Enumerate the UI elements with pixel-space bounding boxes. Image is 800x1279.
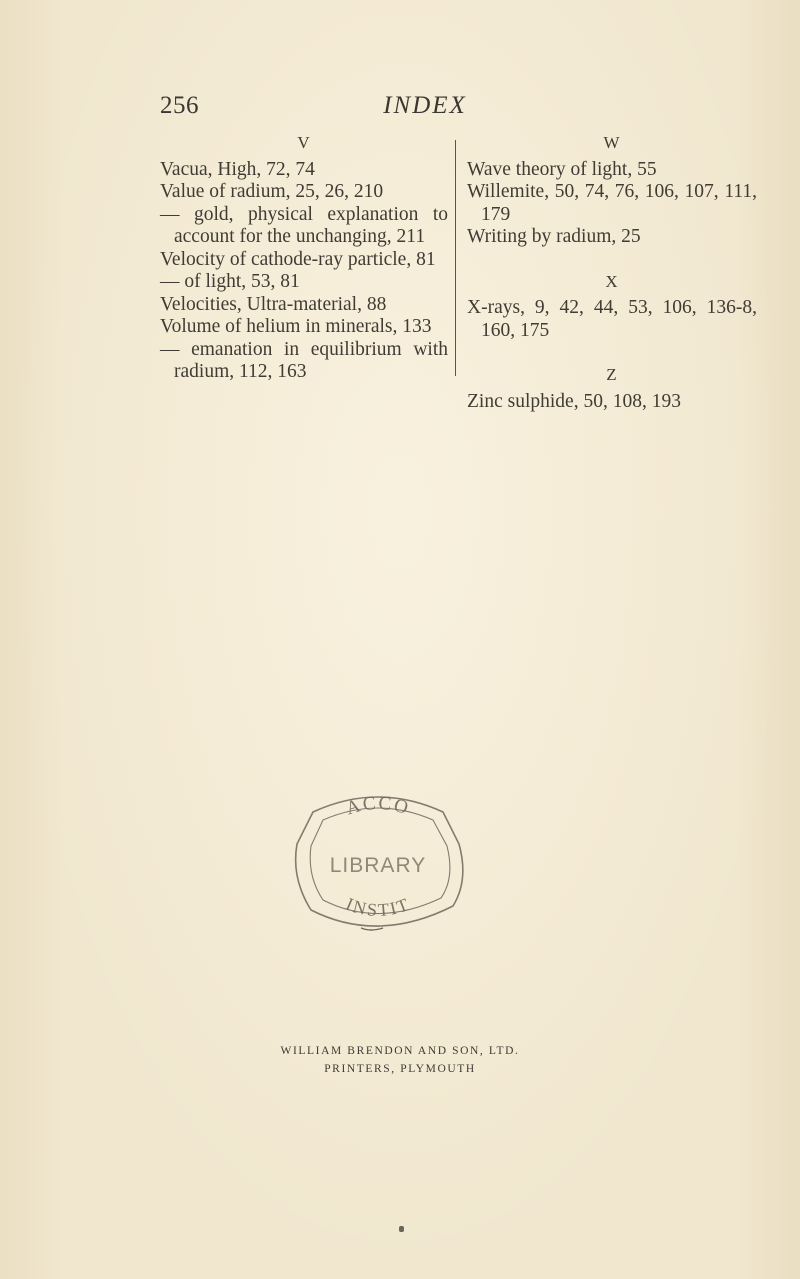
printer-imprint-line2: PRINTERS, PLYMOUTH [324, 1063, 476, 1075]
index-entry: — emanation in equilibrium with radium, 112, 163 [160, 338, 448, 382]
running-head [160, 92, 690, 122]
section-letter-z: Z [606, 365, 618, 384]
library-stamp [283, 782, 473, 942]
index-entry: Zinc sulphide, 50, 108, 193 [467, 390, 681, 412]
index-entry: Velocities, Ultra-material, 88 [160, 293, 387, 315]
index-entry: Volume of helium in minerals, 133 [160, 316, 432, 337]
section-letter-x: X [605, 271, 619, 291]
ink-speck [399, 1226, 404, 1232]
column-divider [455, 140, 456, 376]
section-letter-w: W [603, 133, 621, 152]
index-entry: Wave theory of light, 55 [467, 158, 657, 180]
index-entry: Velocity of cathode-ray particle, 81 [160, 248, 436, 270]
index-column-right [467, 130, 757, 413]
index-entry: — gold, physical explanation to account for the unchanging, 211 [160, 203, 448, 247]
index-entry: Willemite, 50, 74, 76, 106, 107, 111, 179 [467, 181, 757, 225]
index-entry: Vacua, High, 72, 74 [160, 158, 315, 180]
index-entry: Writing by radium, 25 [467, 226, 641, 247]
index-column-left [160, 130, 448, 384]
stamp-text-bottom: INSTIT [342, 893, 414, 921]
index-entry: — of light, 53, 81 [160, 271, 300, 292]
stamp-text-top: ACCO [343, 792, 413, 820]
index-entry: Value of radium, 25, 26, 210 [160, 181, 384, 202]
stamp-mark [361, 928, 383, 930]
stamp-text-middle: LIBRARY [329, 854, 427, 877]
page-number: 256 [160, 92, 199, 119]
running-title: INDEX [383, 92, 467, 119]
printer-imprint-line1: WILLIAM BRENDON AND SON, LTD. [280, 1045, 520, 1057]
section-letter-v: V [297, 133, 311, 152]
index-entry: X-rays, 9, 42, 44, 53, 106, 136-8, 160, 175 [467, 297, 757, 341]
